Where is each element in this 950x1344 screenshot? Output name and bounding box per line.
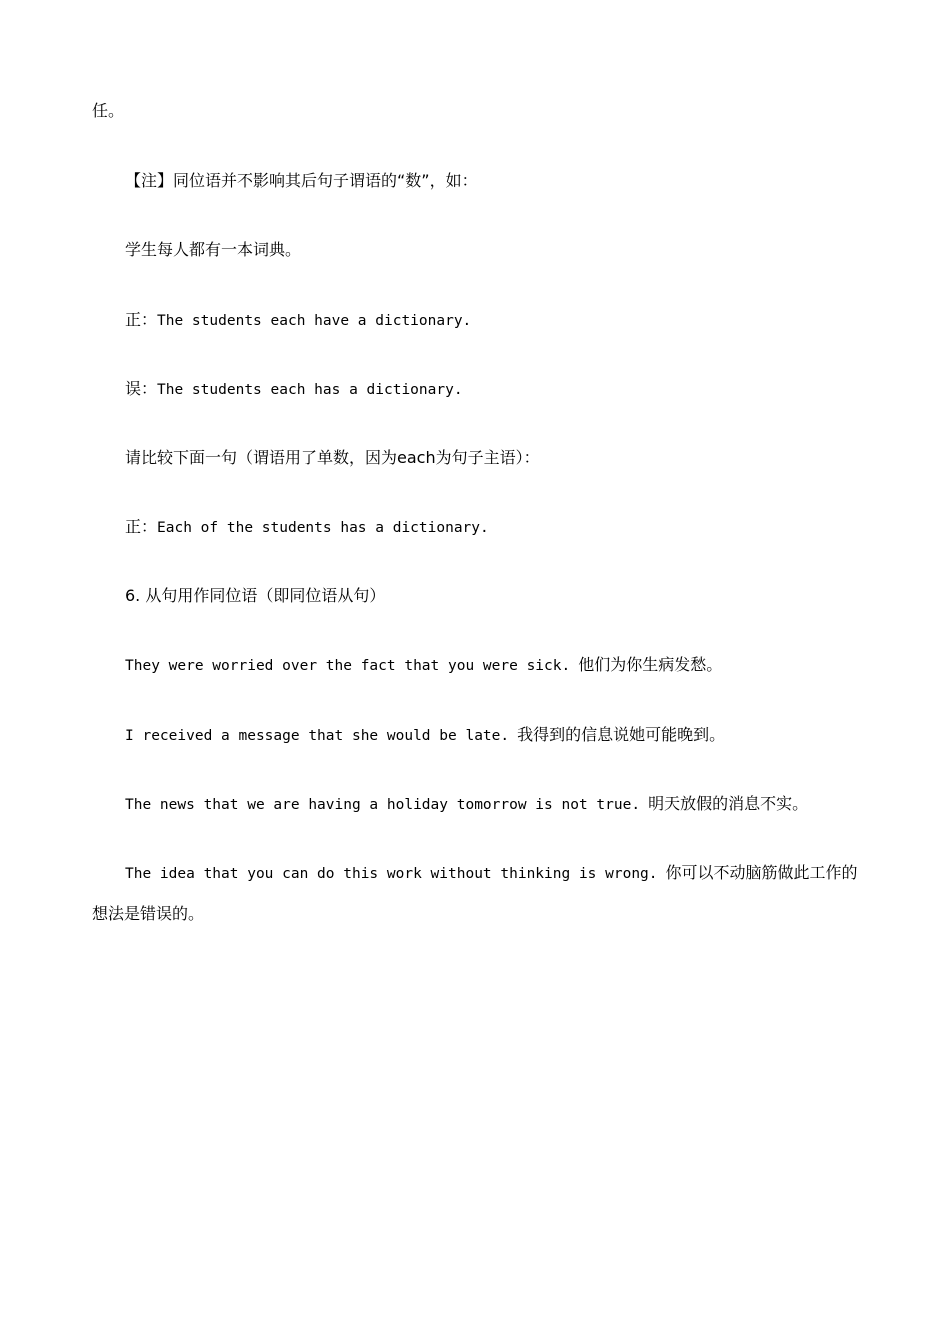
bilingual-example-line xyxy=(125,655,722,676)
chinese-translation: 你可以不动脑筋做此工作的 xyxy=(665,863,858,882)
bilingual-example-line xyxy=(125,863,858,884)
correct-label: 正： xyxy=(125,517,158,536)
line-text: 想法是错误的。 xyxy=(92,904,205,923)
line-text: 【注】同位语并不影响其后句子谓语的“数”，如： xyxy=(125,171,478,190)
english-sentence: The students each has a dictionary. xyxy=(157,382,463,398)
correct-label: 正： xyxy=(125,310,158,329)
heading-text: 6. 从句用作同位语（即同位语从句） xyxy=(125,586,386,605)
line-text: 请比较下面一句（谓语用了单数，因为each为句子主语）： xyxy=(125,448,540,467)
wrong-example-line xyxy=(125,379,463,400)
line-text: 任。 xyxy=(92,101,125,120)
chinese-translation: 我得到的信息说她可能晚到。 xyxy=(517,725,726,744)
compare-line xyxy=(125,448,540,468)
bilingual-example-line xyxy=(125,725,725,746)
correct-example-line xyxy=(125,310,471,331)
text-line-continuation xyxy=(92,101,124,121)
english-sentence: Each of the students has a dictionary. xyxy=(157,520,489,536)
chinese-translation: 他们为你生病发愁。 xyxy=(578,655,723,674)
bilingual-example-line xyxy=(125,794,808,815)
text-line-continuation xyxy=(92,904,204,924)
english-sentence: They were worried over the fact that you were sick. xyxy=(125,658,571,674)
wrong-label: 误： xyxy=(125,379,158,398)
section-heading xyxy=(125,586,385,606)
chinese-translation: 明天放假的消息不实。 xyxy=(648,794,809,813)
english-sentence: I received a message that she would be late. xyxy=(125,728,510,744)
example-chinese-line xyxy=(125,240,301,260)
note-line xyxy=(125,171,478,191)
english-sentence: The news that we are having a holiday tomorrow is not true. xyxy=(125,797,641,813)
correct-example-line xyxy=(125,517,489,538)
english-sentence: The idea that you can do this work without thinking is wrong. xyxy=(125,866,658,882)
english-sentence: The students each have a dictionary. xyxy=(157,313,472,329)
line-text: 学生每人都有一本词典。 xyxy=(125,240,302,259)
